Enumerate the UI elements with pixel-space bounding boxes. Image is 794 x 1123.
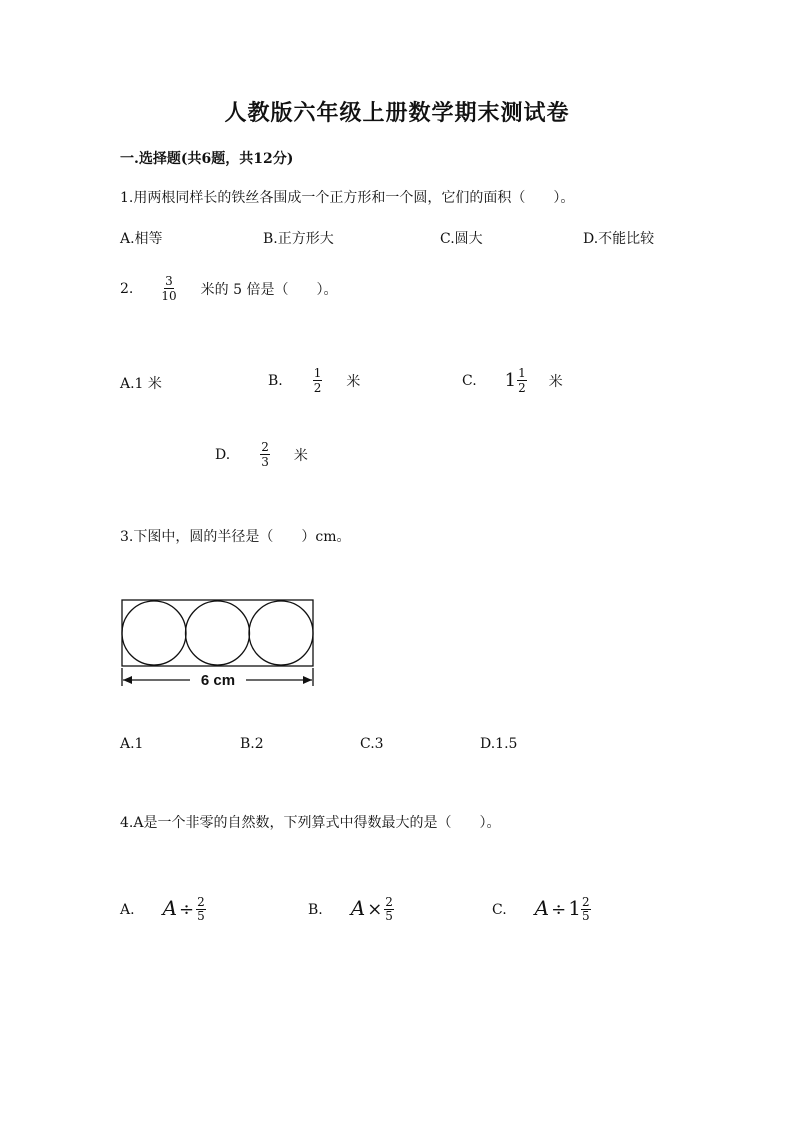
q2-option-c-fraction — [517, 366, 527, 395]
q2-option-b-num: 1 — [313, 366, 322, 380]
q2-frac-num: 3 — [165, 274, 173, 288]
q4-c-fraction — [581, 896, 591, 923]
q3-arrow-right — [303, 676, 312, 684]
q4-c-whole: 1 — [568, 896, 581, 920]
q3-arrow-left — [123, 676, 132, 684]
q2-option-c-unit: 米 — [548, 373, 563, 390]
q2-option-b-unit: 米 — [346, 373, 361, 390]
q2-option-d-fraction — [260, 440, 270, 469]
q1-option-c: C.圆大 — [440, 231, 483, 247]
question-3: 3.下图中，圆的半径是（ ）cm。 — [120, 529, 351, 545]
q2-option-d-label: D. — [215, 446, 231, 463]
q4-c-op: ÷ — [551, 899, 567, 920]
q3-circle-3 — [249, 601, 313, 665]
section-heading: 一.选择题(共6题，共12分) — [120, 151, 294, 167]
q4-c-num: 2 — [581, 895, 590, 909]
q2-number: 2. — [120, 280, 134, 297]
q2-fraction — [161, 274, 176, 303]
q2-option-b-label: B. — [268, 372, 283, 389]
q3-option-d: D.1.5 — [480, 736, 518, 752]
q4-b-var: A — [350, 896, 366, 920]
question-1: 1.用两根同样长的铁丝各围成一个正方形和一个圆，它们的面积（ ）。 — [120, 190, 575, 206]
q4-option-a — [120, 896, 206, 923]
q3-circle-1 — [122, 601, 186, 665]
q2-option-c-num: 1 — [518, 366, 526, 380]
q1-option-d: D.不能比较 — [583, 231, 655, 247]
q4-b-fraction — [384, 896, 394, 923]
q1-option-b: B.正方形大 — [263, 231, 334, 247]
q2-option-b — [268, 366, 360, 395]
question-4: 4.A是一个非零的自然数，下列算式中得数最大的是（ ）。 — [120, 815, 501, 831]
q3-circle-2 — [186, 601, 250, 665]
q4-option-c-label: C. — [492, 901, 507, 918]
q4-b-num: 2 — [385, 895, 393, 909]
q4-option-b-label: B. — [308, 901, 323, 918]
q4-c-var: A — [534, 896, 550, 920]
q4-option-c — [492, 896, 591, 923]
q2-option-c-den: 2 — [518, 381, 526, 395]
q2-option-a: A.1 米 — [120, 376, 162, 392]
q3-rectangle — [122, 600, 313, 666]
q2-option-d-num: 2 — [261, 440, 269, 454]
q2-option-d — [215, 440, 308, 469]
q4-a-num: 2 — [197, 895, 205, 909]
q4-option-b-expr — [351, 896, 394, 923]
q3-figure — [118, 596, 320, 690]
q2-text: 米的 5 倍是（ ）。 — [200, 281, 338, 298]
q4-a-var: A — [162, 896, 178, 920]
q4-a-den: 5 — [197, 909, 205, 923]
page-title: 人教版六年级上册数学期末测试卷 — [224, 100, 570, 126]
q4-c-den: 5 — [581, 909, 590, 923]
q4-option-a-expr — [163, 896, 206, 923]
q3-option-c: C.3 — [360, 736, 384, 752]
q4-b-den: 5 — [385, 909, 393, 923]
q4-a-op: ÷ — [179, 899, 195, 920]
q4-b-op: × — [367, 899, 383, 920]
q2-option-c-whole: 1 — [504, 370, 517, 391]
q4-a-fraction — [196, 896, 206, 923]
q1-option-a: A.相等 — [120, 231, 163, 247]
q2-option-c — [462, 366, 563, 395]
q3-option-b: B.2 — [240, 736, 264, 752]
q2-option-b-den: 2 — [313, 381, 322, 395]
q2-option-c-label: C. — [462, 372, 477, 389]
q2-option-c-mixed — [505, 366, 527, 395]
q4-option-a-label: A. — [120, 901, 135, 918]
q2-option-d-unit: 米 — [293, 447, 308, 464]
q2-option-b-fraction — [313, 366, 323, 395]
q3-option-a: A.1 — [120, 736, 144, 752]
question-2 — [120, 274, 337, 303]
q2-option-d-den: 3 — [261, 455, 269, 469]
q4-option-c-expr — [535, 896, 591, 923]
q3-dim-label: 6 cm — [200, 672, 236, 689]
q2-frac-den: 10 — [161, 289, 177, 303]
q4-option-b — [308, 896, 394, 923]
